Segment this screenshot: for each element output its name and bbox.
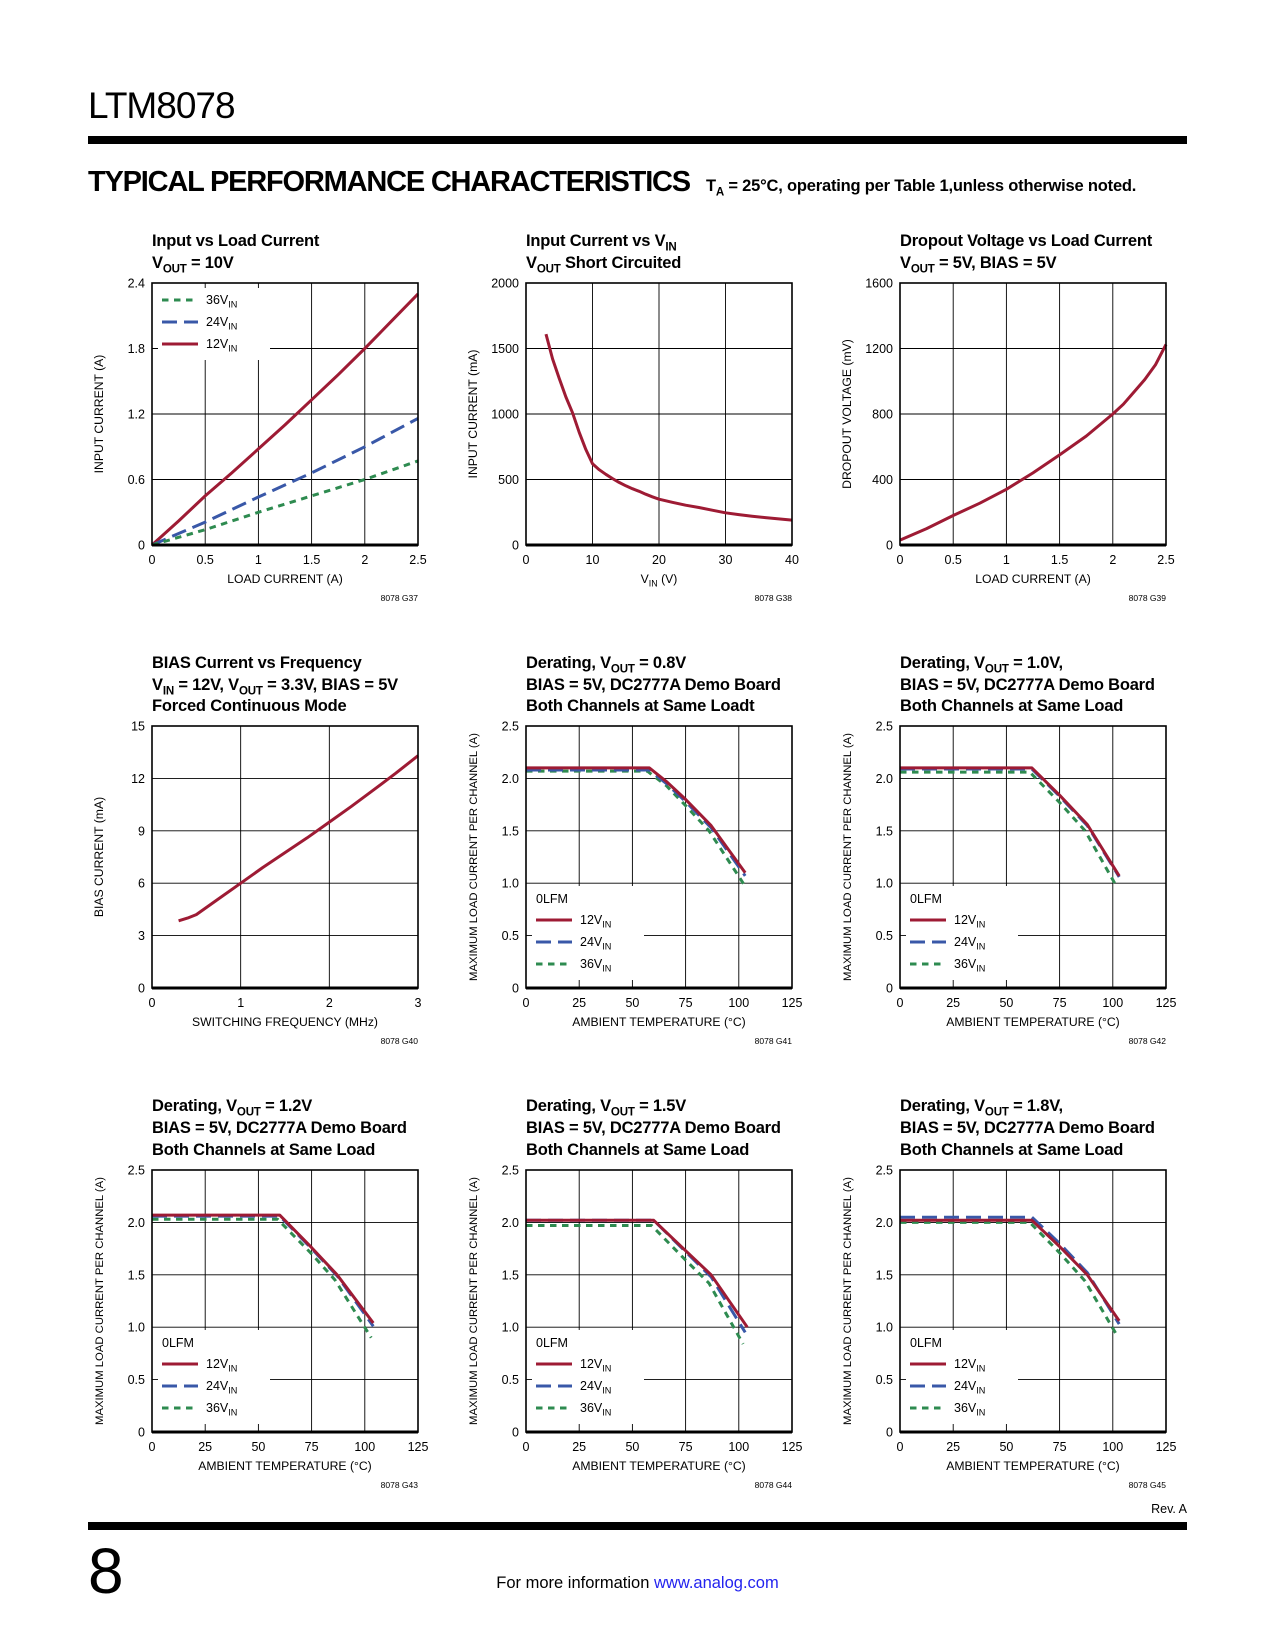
x-axis-label: LOAD CURRENT (A) — [975, 571, 1091, 586]
svg-text:0: 0 — [148, 1440, 156, 1455]
footer-rule — [88, 1522, 1187, 1530]
chart-8078-g45 — [836, 1096, 1188, 1502]
svg-text:25: 25 — [946, 996, 961, 1011]
svg-text:1.5: 1.5 — [501, 1268, 519, 1283]
svg-text:10: 10 — [585, 552, 600, 567]
y-tick-labels — [876, 720, 893, 996]
x-tick-labels — [897, 996, 1177, 1010]
chart-canvas — [88, 718, 440, 1058]
chart-title-line: Both Channels at Same Load — [900, 1141, 1124, 1160]
legend — [532, 1330, 644, 1424]
chart-canvas — [836, 1162, 1188, 1502]
legend-heading: 0LFM — [536, 1336, 568, 1351]
y-tick-labels — [128, 1164, 145, 1440]
chart-title — [152, 1096, 440, 1162]
series-24v-in — [152, 418, 418, 545]
y-axis-label: MAXIMUM LOAD CURRENT PER CHANNEL (A) — [94, 1177, 106, 1426]
chart-title-line: Derating, $V_{OUT} = 1.0V$, — [900, 653, 1063, 675]
series-12v-in — [526, 1220, 747, 1327]
y-tick-labels — [502, 720, 519, 996]
svg-text:0: 0 — [522, 1440, 530, 1455]
svg-text:0.5: 0.5 — [501, 1373, 519, 1388]
svg-text:0.5: 0.5 — [196, 552, 214, 567]
svg-text:100: 100 — [354, 1440, 376, 1455]
x-axis-label: LOAD CURRENT (A) — [227, 571, 343, 586]
chart-canvas — [462, 1162, 814, 1502]
svg-text:1.0: 1.0 — [875, 877, 893, 892]
legend-entry-24v-in: $24V_{IN}$ — [580, 1379, 612, 1396]
legend — [906, 1330, 1018, 1424]
y-tick-labels — [865, 276, 893, 552]
legend-entry-24v-in: $24V_{IN}$ — [954, 935, 986, 952]
svg-text:2: 2 — [361, 552, 369, 567]
chart-8078-g39 — [836, 231, 1188, 615]
chart-canvas — [88, 275, 440, 615]
header-rule — [88, 136, 1187, 144]
legend-entry-36v-in: $36V_{IN}$ — [206, 292, 238, 310]
chart-code: 8078 G42 — [1128, 1036, 1166, 1047]
grid-lines — [526, 283, 792, 545]
chart-canvas — [462, 718, 814, 1058]
x-axis-label: AMBIENT TEMPERATURE (°C) — [198, 1459, 372, 1474]
legend — [532, 886, 644, 980]
legend — [158, 1330, 270, 1424]
series-24v-in — [900, 1217, 1119, 1324]
chart-title-line: Both Channels at Same Load — [526, 1141, 750, 1160]
legend-entry-12v-in: $12V_{IN}$ — [954, 1357, 986, 1374]
svg-text:2.5: 2.5 — [1157, 552, 1175, 567]
chart-title-line: BIAS = 5V, DC2777A Demo Board — [900, 1119, 1155, 1138]
svg-text:2.4: 2.4 — [127, 276, 145, 291]
svg-text:100: 100 — [1102, 996, 1124, 1011]
y-axis-label: DROPOUT VOLTAGE (mV) — [840, 338, 854, 489]
svg-text:3: 3 — [414, 996, 422, 1011]
svg-text:15: 15 — [131, 719, 145, 734]
x-tick-labels — [523, 996, 803, 1010]
svg-text:1.5: 1.5 — [127, 1268, 145, 1283]
svg-text:800: 800 — [872, 407, 893, 422]
chart-title — [900, 1096, 1188, 1162]
chart-code: 8078 G44 — [754, 1480, 792, 1491]
svg-text:0.5: 0.5 — [875, 929, 893, 944]
series-12v-in — [152, 1215, 373, 1323]
page-number: 8 — [88, 1535, 124, 1608]
svg-text:125: 125 — [407, 1440, 429, 1455]
series-24v-in — [526, 770, 745, 876]
legend-heading: 0LFM — [910, 1336, 942, 1351]
chart-title-line: Both Channels at Same Load — [900, 697, 1124, 716]
svg-text:2: 2 — [1109, 552, 1117, 567]
analog-link[interactable]: www.analog.com — [653, 1574, 779, 1593]
chart-title — [526, 231, 814, 275]
svg-text:0: 0 — [522, 996, 530, 1011]
series-36v-in — [152, 460, 418, 544]
svg-text:50: 50 — [999, 996, 1014, 1011]
svg-text:12: 12 — [131, 772, 145, 787]
grid-lines — [900, 283, 1166, 545]
svg-text:9: 9 — [138, 824, 145, 839]
chart-title-line: $V_{OUT}$ Short Circuited — [526, 253, 682, 275]
x-axis-label: AMBIENT TEMPERATURE (°C) — [946, 1459, 1120, 1474]
section-title: TYPICAL PERFORMANCE CHARACTERISTICS — [88, 165, 690, 198]
svg-text:50: 50 — [999, 1440, 1014, 1455]
charts-grid — [88, 231, 1187, 1503]
svg-text:0: 0 — [896, 1440, 904, 1455]
chart-title-line: $V_{OUT} = 5V$, BIAS = 5V — [900, 253, 1057, 275]
series-12v-in — [526, 768, 745, 873]
x-tick-labels — [149, 996, 422, 1010]
revision-label: Rev. A — [1151, 1502, 1187, 1517]
grid-lines — [152, 726, 418, 988]
legend-entry-36v-in: $36V_{IN}$ — [954, 1401, 986, 1418]
chart-code: 8078 G40 — [380, 1036, 418, 1047]
chart-canvas — [836, 275, 1188, 615]
x-tick-labels — [149, 553, 427, 567]
svg-text:25: 25 — [572, 1440, 587, 1455]
chart-title — [526, 653, 814, 719]
chart-title-line: Input Current vs $V_{IN}$ — [526, 231, 677, 253]
chart-title-line: Both Channels at Same Loadt — [526, 697, 755, 716]
legend-entry-24v-in: $24V_{IN}$ — [580, 935, 612, 952]
legend-entry-24v-in: $24V_{IN}$ — [206, 314, 238, 332]
series-36v-in — [900, 772, 1117, 887]
y-axis-label: MAXIMUM LOAD CURRENT PER CHANNEL (A) — [468, 1177, 480, 1426]
svg-text:2.0: 2.0 — [875, 1216, 893, 1231]
chart-title — [152, 231, 440, 275]
svg-text:0: 0 — [896, 996, 904, 1011]
x-tick-labels — [897, 1440, 1177, 1454]
chart-title-line: Derating, $V_{OUT} = 1.5V$ — [526, 1097, 687, 1119]
chart-8078-g42 — [836, 653, 1188, 1059]
chart-code: 8078 G45 — [1128, 1480, 1166, 1491]
legend — [158, 288, 270, 360]
svg-text:75: 75 — [678, 1440, 693, 1455]
svg-text:125: 125 — [1155, 1440, 1177, 1455]
legend-heading: 0LFM — [162, 1336, 194, 1351]
svg-text:0: 0 — [886, 1425, 893, 1440]
svg-text:1.8: 1.8 — [127, 341, 145, 356]
legend-entry-36v-in: $36V_{IN}$ — [580, 957, 612, 974]
y-tick-labels — [876, 1164, 893, 1440]
series-bias-current — [179, 756, 418, 921]
svg-text:100: 100 — [1102, 1440, 1124, 1455]
svg-text:0: 0 — [148, 996, 156, 1011]
chart-8078-g43 — [88, 1096, 440, 1502]
chart-title — [526, 1096, 814, 1162]
svg-text:1600: 1600 — [865, 276, 893, 291]
svg-text:1.0: 1.0 — [875, 1320, 893, 1335]
y-axis-label: INPUT CURRENT (mA) — [466, 349, 480, 478]
svg-text:75: 75 — [1052, 1440, 1067, 1455]
svg-text:125: 125 — [781, 996, 803, 1011]
svg-text:25: 25 — [572, 996, 587, 1011]
svg-text:0: 0 — [896, 552, 904, 567]
section-header — [88, 166, 1187, 199]
plot-frame — [152, 726, 418, 988]
legend-entry-12v-in: $12V_{IN}$ — [206, 1357, 238, 1374]
legend-entry-12v-in: $12V_{IN}$ — [954, 913, 986, 930]
y-axis-label: MAXIMUM LOAD CURRENT PER CHANNEL (A) — [842, 1177, 854, 1426]
svg-text:1.0: 1.0 — [501, 877, 519, 892]
svg-text:50: 50 — [625, 996, 640, 1011]
svg-text:1: 1 — [237, 996, 245, 1011]
svg-text:500: 500 — [498, 472, 519, 487]
svg-text:75: 75 — [1052, 996, 1067, 1011]
svg-text:6: 6 — [138, 877, 145, 892]
chart-title-line: Derating, $V_{OUT} = 0.8V$ — [526, 653, 687, 675]
series-24v-in — [152, 1216, 373, 1326]
legend-heading: 0LFM — [536, 892, 568, 907]
chart-title-line: BIAS = 5V, DC2777A Demo Board — [526, 675, 781, 694]
svg-text:3: 3 — [138, 929, 145, 944]
svg-text:50: 50 — [625, 1440, 640, 1455]
chart-title-line: Input vs Load Current — [152, 231, 320, 250]
svg-text:2.0: 2.0 — [501, 1216, 519, 1231]
svg-text:1.5: 1.5 — [1050, 552, 1069, 567]
chart-title-line: Derating, $V_{OUT} = 1.2V$ — [152, 1097, 313, 1119]
svg-text:1200: 1200 — [865, 341, 893, 356]
svg-text:0.6: 0.6 — [127, 472, 145, 487]
x-axis-label: $V_{IN}$ (V) — [640, 571, 678, 589]
chart-code: 8078 G43 — [380, 1480, 418, 1491]
svg-text:25: 25 — [946, 1440, 961, 1455]
chart-canvas — [462, 275, 814, 615]
chart-title — [900, 653, 1188, 719]
svg-text:0.5: 0.5 — [127, 1373, 145, 1388]
svg-text:30: 30 — [718, 552, 733, 567]
svg-text:25: 25 — [198, 1440, 213, 1455]
svg-text:125: 125 — [781, 1440, 803, 1455]
x-tick-labels — [149, 1440, 429, 1454]
chart-8078-g41 — [462, 653, 814, 1059]
svg-text:0.5: 0.5 — [875, 1373, 893, 1388]
legend-entry-24v-in: $24V_{IN}$ — [206, 1379, 238, 1396]
page-footer — [88, 1502, 1187, 1634]
svg-text:1.5: 1.5 — [302, 552, 321, 567]
svg-text:0: 0 — [512, 538, 519, 553]
series-input-current — [546, 334, 792, 520]
svg-text:2.0: 2.0 — [875, 772, 893, 787]
series-dropout-voltage — [900, 344, 1166, 540]
svg-text:50: 50 — [251, 1440, 266, 1455]
svg-text:75: 75 — [304, 1440, 319, 1455]
chart-title-line: Both Channels at Same Load — [152, 1141, 376, 1160]
svg-text:1500: 1500 — [491, 341, 519, 356]
chart-8078-g37 — [88, 231, 440, 615]
chart-title — [900, 231, 1188, 275]
svg-text:0: 0 — [138, 981, 145, 996]
section-note: $T_A = 25^\circ C$, operating per Table 1,unless otherwise noted. — [705, 176, 1137, 198]
footer-info-text: For more information — [496, 1574, 654, 1593]
svg-text:2.0: 2.0 — [501, 772, 519, 787]
chart-canvas — [836, 718, 1188, 1058]
legend-entry-24v-in: $24V_{IN}$ — [954, 1379, 986, 1396]
svg-text:125: 125 — [1155, 996, 1177, 1011]
svg-text:0: 0 — [522, 552, 530, 567]
y-axis-label: MAXIMUM LOAD CURRENT PER CHANNEL (A) — [842, 733, 854, 982]
svg-text:1.2: 1.2 — [127, 407, 145, 422]
x-axis-label: AMBIENT TEMPERATURE (°C) — [946, 1015, 1120, 1030]
svg-text:1.5: 1.5 — [875, 824, 893, 839]
x-axis-label: SWITCHING FREQUENCY (MHz) — [192, 1015, 378, 1030]
legend — [906, 886, 1018, 980]
legend-entry-36v-in: $36V_{IN}$ — [206, 1401, 238, 1418]
svg-text:1.5: 1.5 — [501, 824, 519, 839]
legend-heading: 0LFM — [910, 892, 942, 907]
svg-text:2.5: 2.5 — [501, 1163, 519, 1178]
legend-entry-12v-in: $12V_{IN}$ — [206, 336, 238, 354]
x-axis-label: AMBIENT TEMPERATURE (°C) — [572, 1459, 746, 1474]
page-header — [88, 0, 1187, 199]
svg-text:1.5: 1.5 — [875, 1268, 893, 1283]
series-36v-in — [900, 1223, 1117, 1336]
svg-text:100: 100 — [728, 996, 750, 1011]
x-tick-labels — [523, 1440, 803, 1454]
svg-text:20: 20 — [652, 552, 666, 567]
svg-text:0: 0 — [886, 538, 893, 553]
svg-text:75: 75 — [678, 996, 693, 1011]
chart-title-line: Forced Continuous Mode — [152, 697, 347, 716]
svg-text:2.5: 2.5 — [409, 552, 427, 567]
chart-title-line: $V_{IN} = 12V$, $V_{OUT} = 3.3V$, BIAS = 5V — [152, 675, 398, 697]
y-axis-label: BIAS CURRENT (mA) — [92, 797, 106, 918]
chart-title — [152, 653, 440, 719]
chart-title-line: BIAS = 5V, DC2777A Demo Board — [152, 1119, 407, 1138]
svg-text:1.0: 1.0 — [501, 1320, 519, 1335]
y-axis-label: INPUT CURRENT (A) — [92, 354, 106, 473]
chart-title-line: $V_{OUT} = 10V$ — [152, 253, 234, 275]
x-tick-labels — [897, 553, 1175, 567]
svg-text:100: 100 — [728, 1440, 750, 1455]
svg-text:2000: 2000 — [491, 276, 519, 291]
svg-text:0: 0 — [138, 538, 145, 553]
chart-title-line: BIAS Current vs Frequency — [152, 653, 362, 672]
svg-text:2.5: 2.5 — [127, 1163, 145, 1178]
chart-8078-g40 — [88, 653, 440, 1059]
y-tick-labels — [131, 720, 145, 996]
part-number: LTM8078 — [88, 85, 235, 126]
chart-code: 8078 G37 — [380, 592, 418, 603]
chart-code: 8078 G39 — [1128, 592, 1166, 603]
chart-title-line: BIAS = 5V, DC2777A Demo Board — [900, 675, 1155, 694]
x-tick-labels — [523, 553, 799, 567]
svg-text:0.5: 0.5 — [944, 552, 962, 567]
chart-title-line: Derating, $V_{OUT} = 1.8V$, — [900, 1097, 1063, 1119]
svg-text:2.5: 2.5 — [875, 1163, 893, 1178]
svg-text:0: 0 — [886, 981, 893, 996]
footer-row — [88, 1530, 1187, 1634]
chart-code: 8078 G38 — [754, 592, 792, 603]
legend-entry-12v-in: $12V_{IN}$ — [580, 1357, 612, 1374]
svg-text:0: 0 — [512, 981, 519, 996]
chart-code: 8078 G41 — [754, 1036, 792, 1047]
svg-text:400: 400 — [872, 472, 893, 487]
legend-entry-36v-in: $36V_{IN}$ — [580, 1401, 612, 1418]
svg-text:1.0: 1.0 — [127, 1320, 145, 1335]
legend-entry-12v-in: $12V_{IN}$ — [580, 913, 612, 930]
chart-title-line: BIAS = 5V, DC2777A Demo Board — [526, 1119, 781, 1138]
svg-text:2.5: 2.5 — [501, 719, 519, 734]
footer-info — [88, 1574, 1187, 1593]
svg-text:2: 2 — [325, 996, 333, 1011]
chart-8078-g38 — [462, 231, 814, 615]
svg-text:1: 1 — [1002, 552, 1010, 567]
series-36v-in — [526, 1226, 743, 1345]
chart-title-line: Dropout Voltage vs Load Current — [900, 231, 1153, 250]
y-tick-labels — [502, 1164, 519, 1440]
series-12v-in — [900, 768, 1119, 876]
svg-text:2.5: 2.5 — [875, 719, 893, 734]
legend-entry-36v-in: $36V_{IN}$ — [954, 957, 986, 974]
svg-text:0: 0 — [148, 552, 156, 567]
chart-8078-g44 — [462, 1096, 814, 1502]
svg-text:40: 40 — [785, 552, 799, 567]
svg-text:0.5: 0.5 — [501, 929, 519, 944]
y-tick-labels — [128, 276, 145, 552]
x-axis-label: AMBIENT TEMPERATURE (°C) — [572, 1015, 746, 1030]
chart-canvas — [88, 1162, 440, 1502]
svg-text:1000: 1000 — [491, 407, 519, 422]
y-tick-labels — [491, 276, 519, 552]
svg-text:0: 0 — [138, 1425, 145, 1440]
svg-text:2.0: 2.0 — [127, 1216, 145, 1231]
svg-text:0: 0 — [512, 1425, 519, 1440]
y-axis-label: MAXIMUM LOAD CURRENT PER CHANNEL (A) — [468, 733, 480, 982]
svg-text:1: 1 — [254, 552, 262, 567]
